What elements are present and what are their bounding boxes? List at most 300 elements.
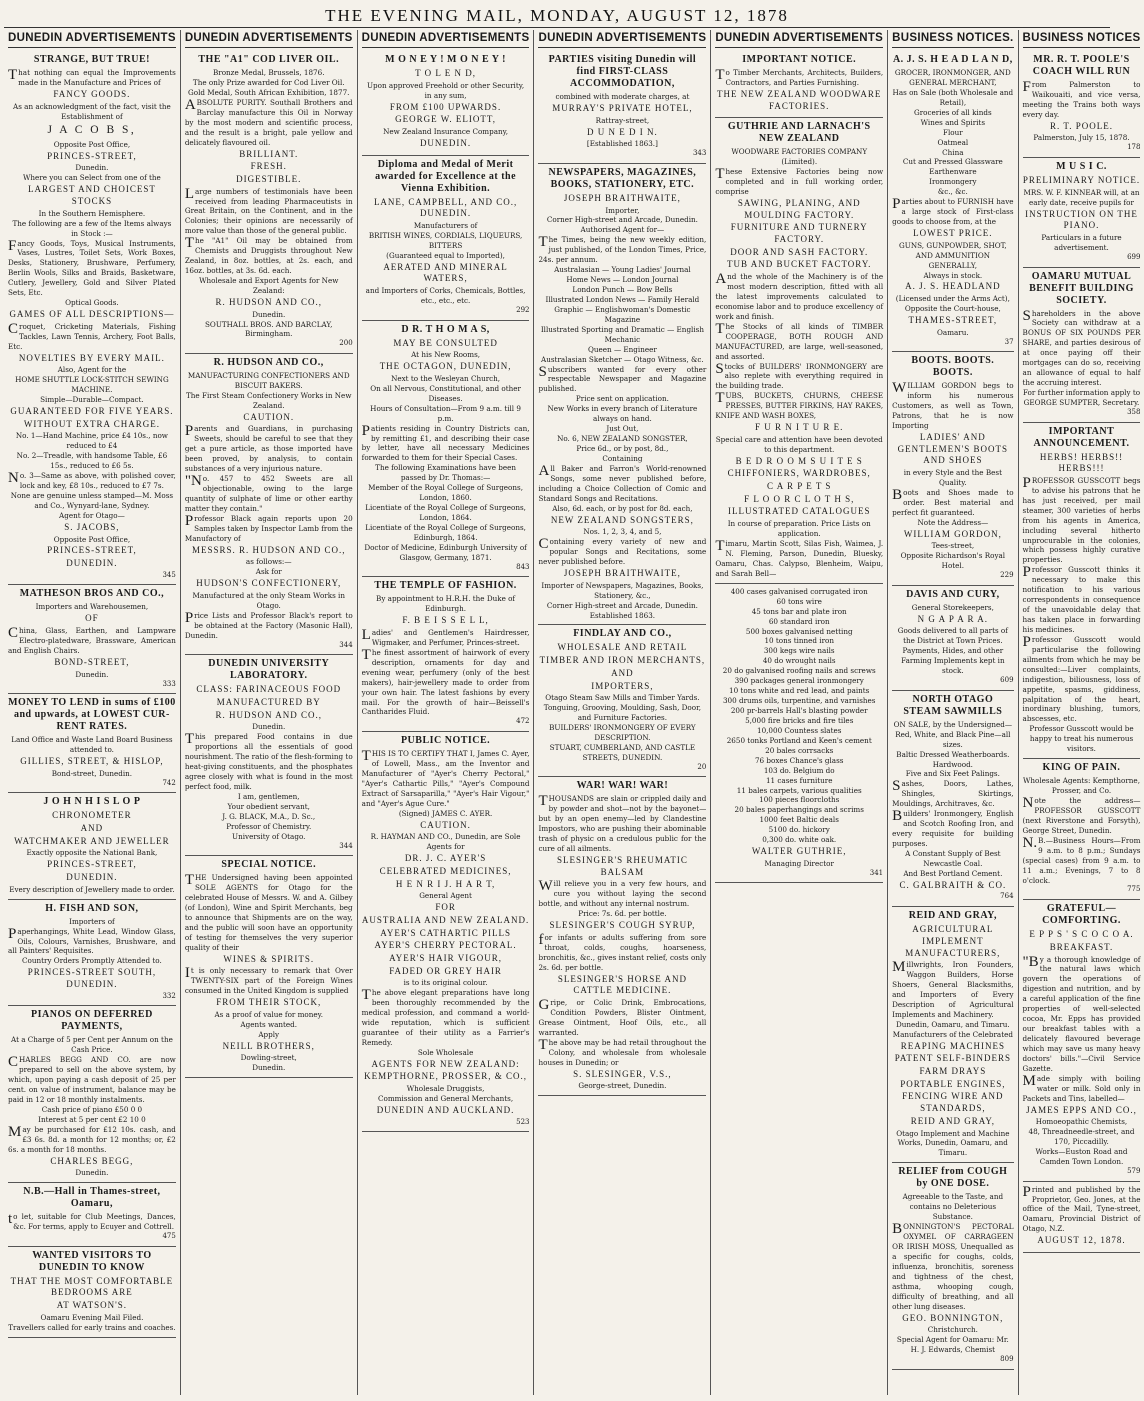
- ad-text: New Works in every branch of Literature always on hand.: [547, 404, 698, 424]
- advertisement: [1023, 759, 1141, 900]
- ad-text: Price 6d., or by post, 8d.,: [576, 444, 669, 454]
- ad-text: REAPING MACHINES: [900, 1040, 1005, 1051]
- ad-text: ON SALE, by the Undersigned—: [893, 719, 1013, 729]
- ad-text: CHRONOMETER: [52, 810, 132, 821]
- ad-text: Opposite Richardson's Royal Hotel.: [900, 551, 1006, 571]
- ad-text: PRELIMINARY NOTICE.: [1022, 175, 1141, 186]
- ad-text: IMPORTERS,: [591, 680, 654, 691]
- ad-text: Importer of Newspapers, Magazines, Books, Stationery, &c.,: [541, 580, 704, 600]
- ad-text: Opposite the Court-house,: [904, 304, 1001, 314]
- ad-title: DUNEDIN UNIVERSITY LABORATORY.: [208, 658, 330, 682]
- ad-text: Dunedin.: [252, 722, 286, 732]
- ad-text: China, Glass, Earthen, and Lampware Electro-platedware, Brassware, American and English Chairs.: [8, 625, 176, 655]
- ad-text: As an acknowledgment of the fact, visit the Establishment of: [13, 101, 171, 121]
- ad-text: Particulars in a future advertisement.: [1041, 232, 1122, 252]
- advertisement: [1023, 1182, 1141, 1253]
- ad-text: Ironmongery: [929, 177, 977, 187]
- column-heading: DUNEDIN ADVERTISEMENTS: [538, 30, 706, 48]
- ad-reference-number: 344: [339, 640, 353, 649]
- ad-text: 1000 feet Baltic deals: [759, 815, 839, 825]
- ad-text: 10 tons tinned iron: [764, 636, 834, 646]
- advertisement: [892, 352, 1013, 586]
- ad-reference-number: 20: [697, 762, 707, 771]
- ad-text: Oamaru.: [937, 327, 969, 337]
- ad-text: BUILDERS' IRONMONGERY OF EVERY DESCRIPTION.: [549, 723, 696, 742]
- advertisement: [8, 585, 176, 694]
- ad-text: PRINCES-STREET,: [47, 150, 137, 161]
- ad-text: as follows:—: [245, 557, 292, 567]
- ad-title: REID AND GRAY,: [908, 910, 997, 922]
- ad-text: GEO. BONNINGTON,: [902, 1312, 1004, 1323]
- ad-reference-number: 699: [1127, 252, 1141, 261]
- ad-title: DAVIS AND CURY,: [906, 588, 1000, 600]
- column-heading: DUNEDIN ADVERTISEMENTS: [8, 30, 176, 48]
- ad-text: 76 boxes Chance's glass: [754, 755, 844, 765]
- ad-text: Member of the Royal College of Surgeons, London, 1860.: [368, 483, 523, 503]
- ad-text: PRINCES-STREET SOUTH, DUNEDIN.: [27, 967, 157, 990]
- ad-reference-number: 475: [162, 1232, 176, 1241]
- ad-text: R. T. POOLE.: [1050, 120, 1113, 131]
- ad-text: No. 6, NEW ZEALAND SONGSTER,: [557, 434, 688, 444]
- ad-text: MAY BE CONSULTED: [393, 337, 498, 348]
- ad-text: BRILLIANT.: [239, 148, 299, 159]
- ad-text: WHOLESALE AND RETAIL: [557, 642, 688, 653]
- advertisement: [8, 793, 176, 899]
- ad-text: WALTER GUTHRIE,: [751, 846, 847, 857]
- ad-text: 48, Threadneedle-street, and 170, Piccadilly.: [1028, 1127, 1135, 1147]
- ad-text: AYER'S HAIR VIGOUR,: [389, 952, 503, 963]
- ad-text: GUNS, GUNPOWDER, SHOT, AND AMMUNITION GENERALLY,: [899, 240, 1007, 270]
- ad-text: BREAKFAST.: [1049, 941, 1114, 952]
- advertisement: [892, 907, 1013, 1163]
- ad-text: FARM DRAYS: [919, 1066, 987, 1077]
- ad-text: THE OCTAGON, DUNEDIN,: [379, 361, 512, 372]
- ad-text: AGRICULTURAL IMPLEMENT MANUFACTURERS,: [905, 924, 1001, 958]
- ad-text: CAUTION.: [420, 819, 471, 830]
- ad-text: Manufacturers of the Celebrated: [892, 1029, 1013, 1039]
- advertisement: [185, 354, 353, 655]
- ad-text: Importer,: [605, 205, 640, 215]
- ad-text: JOSEPH BRAITHWAITE,: [563, 568, 681, 579]
- ad-text: Price sent on application.: [575, 394, 669, 404]
- ad-text: Graphic — Englishwoman's Domestic Magazine: [554, 304, 691, 324]
- ad-text: BONNINGTON'S PECTORAL OXYMEL OF CARRAGEEN OR IRISH MOSS, Unequalled as a specific for coughs, colds, influenza, bronchitis, soreness and tightness of the chest, asthma, whooping cough, difficulty of breathing, and all other lung diseases.: [892, 1221, 1014, 1311]
- ad-reference-number: 341: [869, 868, 884, 877]
- ad-text: is to its original colour.: [403, 978, 488, 988]
- ad-title: R. HUDSON AND CO.,: [213, 357, 324, 369]
- ad-text: TUBS, BUCKETS, CHURNS, CHEESE PRESSES, BUTTER FIRKINS, HAY RAKES, KNIFE AND WASH BOXES,: [715, 390, 884, 421]
- ad-text: AUSTRALIA AND NEW ZEALAND.: [361, 914, 530, 925]
- ad-text: Special care and attention have been devoted to this department.: [715, 434, 883, 454]
- ad-text: FOR: [435, 902, 456, 913]
- ad-text: CELEBRATED MEDICINES,: [379, 865, 512, 876]
- ad-text: N.B.—Business Hours—From 9 a.m. to 8 p.m.; Sundays (special cases) from 9 a.m. to 11 a.m.; Evenings, 7 to 8 o'clock.: [1022, 834, 1141, 885]
- ad-title: PARTIES visiting Dunedin will find FIRST-CLASS ACCOMMODATION,: [548, 54, 697, 89]
- ad-title: N.B.—Hall in Thames-street, Oamaru,: [23, 1186, 161, 1210]
- ad-text: Dunedin.: [252, 309, 286, 319]
- ad-title: THE TEMPLE OF FASHION.: [374, 580, 517, 592]
- ad-text: (Signed) JAMES C. AYER.: [398, 808, 493, 818]
- ad-text: Professor of Chemistry.: [226, 821, 312, 831]
- ad-text: Managing Director: [764, 858, 834, 868]
- ad-text: Stocks of BUILDERS' IRONMONGERY are also replete with everything required in the building trade.: [715, 360, 884, 391]
- ad-text: Optical Goods.: [65, 298, 119, 308]
- ad-text: F. B E I S S E L L,: [402, 615, 489, 626]
- ad-text: 20 do galvanised roofing nails and screws: [722, 666, 876, 676]
- ad-title: OAMARU MUTUAL BENEFIT BUILDING SOCIETY.: [1029, 270, 1134, 306]
- ad-text: THIS IS TO CERTIFY THAT I, James C. Ayer, of Lowell, Mass., am the Inventor and Manufacturer of "Ayer's Cherry Pectoral," "Ayer's Cathartic Pills," "Ayer's Compound Extract of Sarsaparilla," "Ayer's Hair Vigour," and "Ayer's Ague Cure.": [361, 748, 530, 808]
- ad-reference-number: 742: [162, 778, 176, 787]
- ad-text: THAT THE MOST COMFORTABLE BEDROOMS ARE: [10, 1275, 174, 1298]
- ad-text: Goods delivered to all parts of the District at Town Prices.: [897, 626, 1008, 646]
- advertisement: [1023, 51, 1141, 158]
- ad-text: Price Lists and Professor Black's report to be obtained at the Factory (Masonic Hall), Dunedin.: [184, 609, 353, 640]
- ad-text: Corner High-street and Arcade, Dunedin.: [546, 600, 698, 610]
- advertisement: [185, 856, 353, 1078]
- ad-text: Importers of: [69, 916, 115, 926]
- ad-text: Opposite Post Office,: [53, 534, 131, 544]
- ad-text: Wholesale Agents: Kempthorne, Prosser, and Co.: [1023, 776, 1140, 796]
- ad-title: H. FISH AND SON,: [45, 902, 139, 914]
- ad-text: The Stocks of all kinds of TIMBER COOPERAGE, BOTH ROUGH AND MANUFACTURED, are large, well-seasoned, and assorted.: [715, 320, 884, 361]
- ad-text: The "A1" Oil may be obtained from Chemists and Druggists throughout New Zealand, in 8oz. bottles, at 2s. each, and 16oz. bottles, at 3s. 6d. each.: [184, 235, 353, 276]
- ad-text: GUARANTEED FOR FIVE YEARS.: [10, 406, 174, 416]
- ad-text: HUDSON'S CONFECTIONERY,: [196, 578, 342, 589]
- ad-text: Agreeable to the Taste, and contains no Deleterious Substance.: [902, 1192, 1004, 1222]
- ad-text: in any sum,: [424, 90, 467, 100]
- ad-reference-number: 343: [692, 149, 707, 158]
- ad-title: THE "A1" COD LIVER OIL.: [198, 54, 340, 65]
- ad-text: JOSEPH BRAITHWAITE,: [563, 192, 681, 203]
- ad-text: H E N R I J. H A R T,: [395, 878, 496, 889]
- ad-reference-number: 809: [1000, 1355, 1014, 1364]
- advertisement: [8, 1247, 176, 1338]
- ad-title: NEWSPAPERS, MAGAZINES, BOOKS, STATIONERY, ETC.: [548, 166, 697, 190]
- ad-text: Price: 7s. 6d. per bottle.: [578, 909, 667, 919]
- ad-text: FURNITURE AND TURNERY FACTORY.: [730, 222, 868, 244]
- ad-text: Commission and General Merchants,: [378, 1094, 514, 1104]
- ad-title: FINDLAY AND CO.,: [573, 628, 672, 640]
- ad-text: R. HUDSON AND CO.,: [215, 296, 322, 307]
- ad-text: 103 do. Belgium do: [763, 765, 835, 775]
- advertisement: [8, 900, 176, 1007]
- ad-text: The finest assortment of hairwork of every description, ornaments for day and evening wear, perfumery (only of the best makers), hair-jewellery made to order from your own hair. The latest fashions by every mail. For the growth of hair—Beissell's Cantharides Fluid.: [361, 646, 530, 717]
- ad-text: Interest at 5 per cent £2 10 0: [38, 1114, 146, 1124]
- ad-text: AYER'S CATHARTIC PILLS: [380, 927, 511, 938]
- ad-text: Otago Steam Saw Mills and Timber Yards.: [545, 693, 700, 703]
- ad-text: PRINCES-STREET,: [47, 859, 137, 870]
- ad-text: Dunedin, Oamaru, and Timaru.: [896, 1019, 1010, 1029]
- ad-text: ABSOLUTE PURITY. Southall Brothers and Barclay manufacture this Oil in Norway by the most modern and scientific process, and the result is a bright, pale yellow and delicately flavoured oil.: [184, 96, 353, 147]
- ad-text: (Licensed under the Arms Act),: [895, 294, 1010, 304]
- column-heading: DUNEDIN ADVERTISEMENTS: [185, 30, 353, 48]
- ad-text: 200 pr-barrels Hall's blasting powder: [730, 706, 868, 715]
- advertisement: [8, 694, 176, 793]
- ad-text: S. SLESINGER, V.S.,: [573, 1068, 672, 1079]
- ad-text: S. JACOBS,: [64, 521, 120, 532]
- ad-text: DIGESTIBLE.: [236, 173, 302, 184]
- ad-text: for infants or adults suffering from sore throat, colds, coughs, hoarseness, bronchitis, &c., gives instant relief, costs only 2s. 6d. per bottle.: [538, 931, 707, 972]
- ad-text: Groceries of all kinds: [913, 107, 992, 117]
- ad-text: Manufacturers of: [413, 220, 478, 230]
- ad-text: GROCER, IRONMONGER, AND GENERAL MERCHANT,: [894, 68, 1011, 87]
- ad-reference-number: 332: [162, 991, 176, 1000]
- ad-text: "By a thorough knowledge of the natural laws which govern the operations of digestion and nutrition, and by a careful application of the fine properties of well-selected cocoa, Mr. Epps has provided our breakfast tables with a delicately flavoured beverage which may save us many heavy doctors' bills."—Civil Service Gazette.: [1022, 953, 1141, 1073]
- ad-text: Millwrights, Iron Founders, Waggon Builders, Horse Shoers, General Blacksmiths, and Importers of Every Description of Agricultural Implements and Machinery.: [892, 959, 1014, 1019]
- ad-title: J O H N H I S L O P: [43, 796, 141, 808]
- ad-text: No. 2—Treadle, with handsome Table, £6 15s., reduced to £6 5s.: [16, 451, 168, 471]
- ad-text: GEORGE W. ELIOTT,: [395, 114, 496, 125]
- ad-reference-number: 609: [1000, 676, 1014, 685]
- column-heading: DUNEDIN ADVERTISEMENTS: [362, 30, 530, 48]
- ad-title: Diploma and Medal of Merit awarded for Excellence at the Vienna Exhibition.: [375, 158, 517, 194]
- ad-reference-number: 333: [162, 679, 176, 688]
- ad-text: Australasian — Young Ladies' Journal: [554, 265, 691, 275]
- ad-title: D R. T H O M A S,: [401, 323, 490, 335]
- ad-text: I am, gentlemen,: [237, 791, 300, 801]
- ad-text: FENCING WIRE AND STANDARDS,: [902, 1091, 1004, 1114]
- column-heading: DUNEDIN ADVERTISEMENTS: [715, 30, 883, 48]
- ad-text: Parties about to FURNISH have a large stock of First-class goods to choose from, at the: [892, 196, 1014, 227]
- ad-text: R. HUDSON AND CO.,: [215, 709, 322, 720]
- ad-text: George-street, Dunedin.: [578, 1081, 667, 1091]
- ad-text: A. J. S. HEADLAND: [905, 281, 1001, 292]
- ad-text: THE NEW ZEALAND WOODWARE FACTORIES.: [717, 88, 882, 111]
- newspaper-column: [358, 30, 535, 1395]
- advertisement: [538, 625, 706, 777]
- ad-reference-number: 523: [516, 1117, 530, 1126]
- ad-text: SLESINGER'S RHEUMATIC BALSAM: [556, 855, 688, 877]
- ad-text: LARGEST AND CHOICEST STOCKS: [27, 184, 156, 206]
- ad-text: SAWING, PLANING, AND MOULDING FACTORY.: [737, 197, 861, 220]
- ad-text: PRINCES-STREET,: [47, 545, 137, 556]
- ad-text: [Established 1863.]: [586, 139, 658, 149]
- ad-text: Opposite Post Office,: [53, 139, 131, 149]
- ad-text: and Importers of Corks, Chemicals, Bottles, etc., etc., etc.: [365, 286, 526, 305]
- ad-text: The Times, being the new weekly edition, just published, of the London Times, Price, 24s. per annum.: [538, 234, 707, 265]
- ad-text: Country Orders Promptly Attended to.: [22, 956, 162, 966]
- ad-text: Wholesale Druggists,: [406, 1084, 485, 1094]
- ad-text: The above may be had retail throughout the Colony, and wholesale from wholesale houses in Dunedin; or: [538, 1036, 707, 1067]
- ad-text: NOVELTIES BY EVERY MAIL.: [18, 352, 165, 363]
- ad-text: Flour: [943, 127, 963, 137]
- ad-text: Ask for: [255, 567, 282, 577]
- advertisement: [538, 51, 706, 164]
- ad-text: Subscribers wanted for every other respectable Newspaper and Magazine published.: [538, 363, 707, 394]
- ad-text: MURRAY'S PRIVATE HOTEL,: [552, 102, 693, 113]
- ad-text: Fancy Goods, Toys, Musical Instruments, Vases, Lustres, Toilet Sets, Work Boxes, Desks, Stationery, Brushware, Perfumery, Berlin Wools, Silks and Braids, Basketware, Cutlery, Jewellery, Gold and Silver Plated Sets, Etc.: [8, 237, 176, 298]
- ad-text: DUNEDIN AND AUCKLAND.: [376, 1105, 515, 1116]
- ad-text: FROM £100 UPWARDS.: [389, 101, 502, 112]
- ad-title: NORTH OTAGO STEAM SAWMILLS: [903, 693, 1003, 717]
- ad-text: And the whole of the Machinery is of the most modern description, fitted with all the latest improvements calculated to economise labor and to produce excellency of work and finish.: [715, 271, 884, 321]
- advertisement: [892, 1163, 1013, 1369]
- ad-text: Special Agent for Oamaru: Mr. H. J. Edwards, Chemist: [896, 1335, 1009, 1355]
- ad-text: Where you can Select from one of the: [23, 173, 161, 183]
- advertisement: [715, 51, 883, 118]
- ad-text: Licentiate of the Royal College of Surgeons, Edinburgh, 1864.: [365, 522, 526, 542]
- ad-title: GRATEFUL—COMFORTING.: [1042, 903, 1121, 927]
- masthead-rule: [4, 27, 1110, 28]
- ad-text: Land Office and Waste Land Board Business attended to.: [11, 735, 173, 755]
- advertisement: [538, 164, 706, 626]
- ad-text: None are genuine unless stamped—M. Moss and Co., Wynyard-lane, Sydney.: [10, 491, 174, 510]
- advertisement: [715, 118, 883, 584]
- ad-reference-number: 358: [1127, 407, 1141, 416]
- ad-text: Apply: [258, 1029, 280, 1039]
- ad-text: For further information apply to: [1022, 388, 1141, 397]
- ad-text: Containing: [602, 453, 643, 463]
- ad-text: Containing every variety of new and popular Songs and Recitations, some never published before.: [538, 536, 707, 567]
- ad-text: Professor Gusscott thinks it necessary to make this notification to his various correspondents in consequence of the unavoidable delay that has taken place in forwarding his medicines.: [1022, 564, 1141, 634]
- ad-text: PORTABLE ENGINES,: [900, 1078, 1006, 1089]
- ad-text: Gold Medal, South African Exhibition, 1877.: [188, 87, 350, 97]
- ad-text: The First Steam Confectionery Works in New Zealand.: [186, 390, 352, 410]
- ad-text: Upon approved Freehold or other Security,: [367, 80, 525, 90]
- ad-text: 40 do wrought nails: [762, 656, 836, 666]
- ad-text: Baltic Dressed Weatherboards.: [896, 749, 1010, 759]
- ad-text: Will relieve you in a very few hours, and cure you without laying the second bottle, and without any internal nostrum.: [538, 878, 707, 909]
- ad-text: "No. 457 to 452 Sweets are all objectionable, owing to the large quantity of sulphate of lime or other earthy matter they contain.": [184, 473, 353, 513]
- ad-text: C A R P E T S: [767, 481, 832, 492]
- advertisement: [8, 1006, 176, 1183]
- ad-text: Ladies' and Gentlemen's Hairdresser, Wigmaker, and Perfumer, Princes-street.: [361, 626, 530, 647]
- ad-text: May be purchased for £12 10s. cash, and £3 6s. 8d. a month for 12 months; or, £2 6s. a month for 18 months.: [8, 1123, 176, 1154]
- ad-text: Home News — London Journal: [566, 275, 679, 285]
- ad-text: (Guaranteed equal to Imported),: [386, 250, 505, 260]
- ad-reference-number: 472: [516, 717, 530, 726]
- ad-text: in every Style and the Best Quality.: [903, 468, 1002, 487]
- ad-text: University of Otago.: [232, 831, 306, 841]
- advertisement: [1023, 900, 1141, 1181]
- ad-text: Shareholders in the above Society can withdraw at a BONUS OF SIX POUNDS PER SHARE, and parties desirous of at once paying off their mortgages can do so, receiving an allowance of equal to half the accruing interest.: [1022, 307, 1141, 388]
- ad-text: WINES & SPIRITS.: [223, 953, 315, 964]
- ad-title: KING OF PAIN.: [1042, 762, 1121, 774]
- ad-text: From Palmerston to Waikouaiti, and vice versa, meeting the Trains both ways every day.: [1022, 79, 1141, 119]
- ad-text: Note the address—PROFESSOR GUSSCOTT (next Riverstone and Forsyth), George Street, Dunedin.: [1022, 795, 1141, 835]
- ad-text: On all Nervous, Constitutional, and other Diseases.: [370, 383, 521, 403]
- ad-text: Earthenware: [929, 167, 977, 177]
- ad-title: PIANOS ON DEFERRED PAYMENTS,: [31, 1009, 153, 1033]
- ad-text: Bond-street, Dunedin.: [51, 768, 133, 778]
- ad-text: 20 bales corrsacks: [765, 745, 834, 755]
- advertisement: [892, 586, 1013, 691]
- ad-text: WATCHMAKER AND JEWELLER: [14, 835, 170, 846]
- ad-text: In course of preparation. Price Lists on application.: [727, 519, 871, 539]
- ad-text: The following are a few of the Items always in Stock :—: [12, 218, 172, 238]
- ad-text: Travellers called for early trains and coaches.: [8, 1322, 176, 1332]
- newspaper-column: [181, 30, 358, 1395]
- ad-text: REID AND GRAY,: [910, 1115, 995, 1126]
- ad-title: WAR! WAR! WAR!: [576, 780, 669, 792]
- ad-text: No. 3—Same as above, with polished cover, lock and key, £8 10s., reduced to £7 7s.: [8, 470, 176, 491]
- ad-text: Dunedin.: [75, 669, 109, 679]
- ad-text: GAMES OF ALL DESCRIPTIONS—: [9, 309, 175, 320]
- ad-text: KEMPTHORNE, PROSSER, & CO.,: [364, 1071, 527, 1082]
- ad-text: 11 cases furniture: [765, 775, 833, 785]
- ad-text: to let, suitable for Club Meetings, Dances, &c. For terms, apply to Ecuyer and Cottrell.: [8, 1211, 176, 1232]
- ad-text: To Timber Merchants, Architects, Builders, Contractors, and Parties Furnishing.: [715, 67, 884, 87]
- ad-text: DUNEDIN.: [419, 137, 472, 148]
- ad-text: F U R N I T U R E.: [755, 422, 844, 433]
- ad-title: M O N E Y ! M O N E Y !: [385, 54, 506, 65]
- ad-title: MONEY TO LEND in sums of £100 and upwards, at LOWEST CUR-RENT RATES.: [8, 697, 176, 733]
- ad-reference-number: 37: [1004, 337, 1014, 346]
- ad-text: Sashes, Doors, Lathes, Shingles, Skirtings, Mouldings, Architraves, &c.: [892, 778, 1014, 809]
- ad-text: General Agent: [419, 891, 472, 901]
- ad-text: 300 drums oils, turpentine, and varnishes: [722, 696, 876, 706]
- ad-text: Bronze Medal, Brussels, 1876.: [213, 68, 325, 77]
- ad-text: Has on Sale (both Wholesale and Retail),: [892, 87, 1014, 107]
- ad-text: Printed and published by the Proprietor, Geo. Jones, at the office of the Mail, Tyne-street, Oamaru, Provincial District of Otago, N.Z.: [1022, 1183, 1141, 1234]
- ad-text: LOWEST PRICE.: [913, 228, 993, 238]
- ad-text: 0,300 do. white oak.: [762, 835, 837, 845]
- column-heading: BUSINESS NOTICES: [1023, 30, 1141, 48]
- ad-text: These Extensive Factories being now completed and in full working order, comprise: [715, 166, 884, 196]
- ad-title: PUBLIC NOTICE.: [400, 735, 491, 747]
- ad-title: SPECIAL NOTICE.: [221, 859, 317, 871]
- ad-text: Licentiate of the Royal College of Surgeons, London, 1864.: [365, 503, 526, 523]
- ad-text: 10,000 Countess slates: [757, 725, 842, 735]
- ad-text: London Punch — Bow Bells: [572, 285, 673, 295]
- advertisement: [362, 577, 530, 732]
- ad-text: Homoeopathic Chemists,: [1035, 1117, 1128, 1127]
- ad-text: AGENTS FOR NEW ZEALAND:: [371, 1058, 520, 1069]
- ad-text: CHIFFONIERS, WARDROBES,: [727, 468, 871, 479]
- ad-text: Wines and Spirits: [920, 117, 986, 127]
- ad-text: Palmerston, July 15, 1878.: [1033, 133, 1130, 143]
- ad-text: Exactly opposite the National Bank,: [26, 848, 158, 858]
- ad-text: Professor Gusscott would particularise the following ailments from which he may be consulted:—Liver complaints, indigestion, biliousness, loss of appetite, spasms, giddiness, palpitation of the heart, inordinary blushing, tumors, abscesses, etc.: [1022, 633, 1141, 724]
- ad-text: Always in stock.: [923, 270, 983, 280]
- ad-text: AERATED AND MINERAL WATERS,: [383, 261, 508, 284]
- ad-text: Dowling-street,: [240, 1053, 297, 1063]
- ad-text: &c., &c.: [937, 187, 968, 197]
- ad-text: Made simply with boiling water or milk. Sold only in Packets and Tins, labelled—: [1022, 1072, 1141, 1103]
- ad-text: THAMES-STREET,: [908, 315, 998, 325]
- ad-text: The above elegant preparations have long been thoroughly recommended by the medical profession, and command a world-wide reputation, which is sufficient guarantee of their utility as a Farrier's Remedy.: [361, 987, 530, 1047]
- ad-text: The following Examinations have been passed by Dr. Thomas:—: [375, 463, 516, 483]
- advertisement: [715, 584, 883, 884]
- ad-text: INSTRUCTION ON THE PIANO.: [1025, 208, 1138, 231]
- ad-reference-number: 200: [339, 339, 353, 348]
- ad-text: 60 tons wire: [776, 596, 822, 606]
- ad-text: Payments, Hides, and other Farming Implements kept in stock.: [901, 646, 1005, 676]
- ad-text: T O L E N D,: [415, 68, 477, 78]
- ad-text: 11 bales carpets, various qualities: [736, 785, 862, 795]
- ad-text: Parents and Guardians, in purchasing Sweets, should be careful to see that they get a pure article, as those imported have been proved, by analysis, to contain substances of a very injurious nature.: [184, 423, 353, 474]
- ad-title: A. J. S. H E A D L A N D,: [892, 54, 1013, 65]
- ad-text: BRITISH WINES, CORDIALS, LIQUEURS, BITTERS: [368, 230, 523, 250]
- ad-text: CHARLES BEGG,: [50, 1155, 134, 1166]
- advertisement: [362, 156, 530, 321]
- ad-text: Also, 6d. each, or by post for 8d. each,: [552, 503, 693, 513]
- ad-text: Tonguing, Grooving, Moulding, Sash, Door, and Furniture Factories.: [543, 703, 702, 723]
- advertisement: [362, 321, 530, 578]
- ad-text: N G A P A R A.: [917, 613, 989, 624]
- ad-reference-number: 344: [339, 841, 353, 850]
- ad-text: Christchurch.: [927, 1325, 978, 1335]
- ad-text: SLESINGER'S COUGH SYRUP,: [549, 920, 696, 931]
- ad-text: 5100 do. hickory: [768, 825, 830, 835]
- ad-text: AND: [611, 667, 634, 678]
- ad-text: BOND-STREET,: [54, 656, 130, 667]
- ad-text: Sole Wholesale: [417, 1047, 474, 1057]
- ad-title: IMPORTANT NOTICE.: [742, 54, 857, 65]
- ad-text: R. HAYMAN AND CO., Dunedin, are Sole Agents for: [370, 832, 521, 852]
- ad-text: China: [942, 147, 964, 157]
- ad-text: Large numbers of testimonials have been received from leading Pharmaceutists in Great Britain, on the Continent, and in the Colonies; their opinions are necessarily of more value than those of the general public.: [184, 185, 353, 236]
